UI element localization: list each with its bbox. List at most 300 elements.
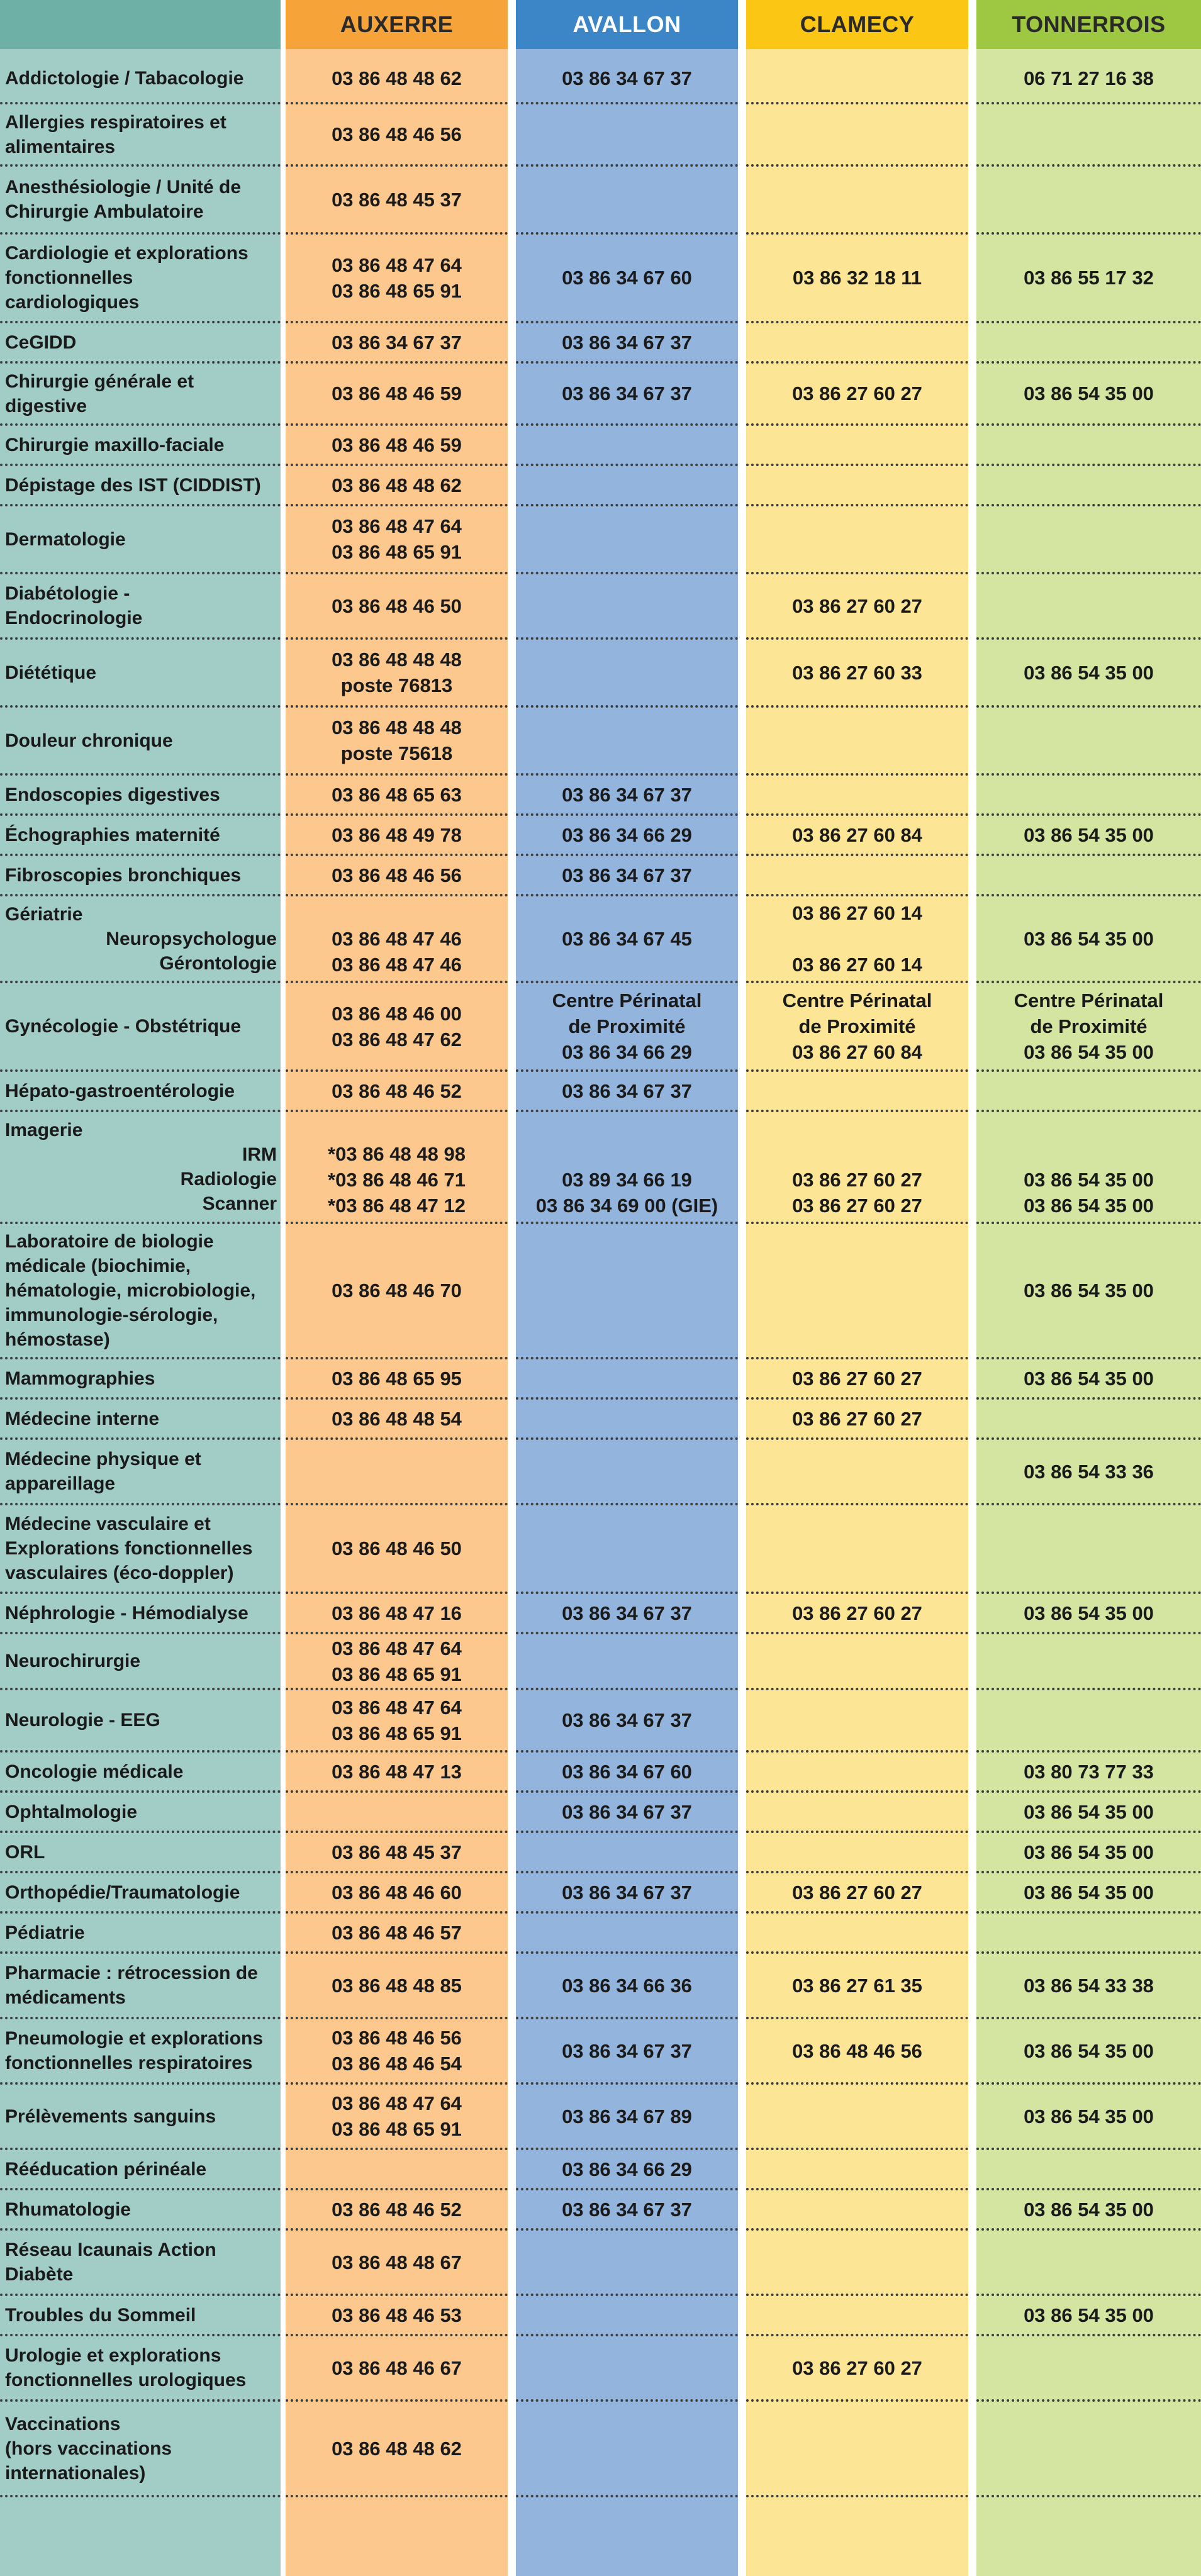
specialty-label: hémostase) (5, 1329, 110, 1350)
phone-number: 03 86 27 60 27 (792, 1602, 922, 1624)
column-gap (738, 1504, 746, 1593)
phone-number: 03 86 48 47 16 (332, 1602, 462, 1624)
column-gap (738, 1398, 746, 1439)
phone-number: 03 86 48 46 50 (332, 594, 462, 617)
phone-cell-tonnerrois (976, 165, 1201, 233)
phone-number: 03 86 54 35 00 (1024, 1800, 1154, 1823)
phone-number: 03 86 48 46 59 (332, 433, 462, 456)
phone-number: 03 86 48 48 85 (332, 1974, 462, 1997)
specialty-label: Prélèvements sanguins (5, 2105, 216, 2127)
specialty-cell (0, 1872, 281, 1912)
phone-number: 03 86 48 49 78 (332, 823, 462, 846)
phone-cell-tonnerrois (976, 1832, 1201, 1872)
column-gap (281, 1398, 286, 1439)
column-gap (508, 573, 516, 638)
specialty-label: immunologie-sérologie, (5, 1305, 218, 1325)
phone-number: 03 89 34 66 19 (562, 1169, 692, 1191)
column-gap (968, 103, 976, 165)
column-gap (968, 1223, 976, 1358)
column-gap (738, 982, 746, 1071)
phone-number: 03 86 34 67 37 (562, 2198, 692, 2221)
phone-cell-tonnerrois (976, 2018, 1201, 2083)
specialty-cell (0, 855, 281, 895)
phone-cell-avallon (516, 362, 738, 425)
phone-number: de Proximité (798, 1015, 916, 1037)
phone-number: 03 86 34 67 37 (562, 67, 692, 89)
table-row (0, 1872, 1201, 1912)
column-gap (738, 573, 746, 638)
column-gap (738, 505, 746, 573)
table-row (0, 855, 1201, 895)
phone-number: 03 86 54 35 00 (1024, 1602, 1154, 1624)
phone-cell-tonnerrois (976, 465, 1201, 505)
column-gap (508, 425, 516, 465)
specialty-sublabel: Radiologie (180, 1169, 277, 1190)
table-row (0, 2189, 1201, 2229)
specialty-cell (0, 2018, 281, 2083)
phone-cell-clamecy (746, 2018, 968, 2083)
specialty-label: fonctionnelles urologiques (5, 2370, 247, 2390)
column-gap (508, 1689, 516, 1751)
column-gap (968, 1872, 976, 1912)
phone-cell-auxerre (286, 2189, 508, 2229)
specialty-cell (0, 1953, 281, 2018)
phone-cell-avallon (516, 2335, 738, 2400)
phone-cell-clamecy (746, 165, 968, 233)
column-gap (508, 1792, 516, 1832)
phone-cell-clamecy (746, 2149, 968, 2189)
phone-cell-clamecy (746, 815, 968, 855)
column-gap (281, 322, 286, 362)
phone-cell-clamecy (746, 1751, 968, 1792)
specialty-cell (0, 165, 281, 233)
phone-number: 03 86 27 60 27 (792, 1407, 922, 1430)
specialty-label: Fibroscopies bronchiques (5, 864, 242, 886)
phone-cell-avallon (516, 1071, 738, 1111)
phone-cell-tonnerrois (976, 638, 1201, 706)
table-row (0, 1953, 1201, 2018)
table-row (0, 1751, 1201, 1792)
phone-cell-avallon (516, 1593, 738, 1633)
phone-cell-auxerre (286, 1832, 508, 1872)
column-gap (281, 2189, 286, 2229)
phone-number: 03 86 54 35 00 (1024, 927, 1154, 950)
column-gap (738, 2400, 746, 2496)
table-row (0, 2335, 1201, 2400)
phone-cell-avallon (516, 1689, 738, 1751)
phone-number: 03 86 48 48 48 (332, 649, 462, 671)
specialty-label: Neurochirurgie (5, 1651, 141, 1671)
column-gap (508, 638, 516, 706)
specialty-cell (0, 982, 281, 1071)
specialty-label: Urologie et explorations (5, 2345, 221, 2366)
specialty-cell (0, 54, 281, 103)
phone-cell-clamecy (746, 1071, 968, 1111)
phone-number: 03 86 48 47 46 (332, 953, 462, 976)
table-row (0, 2083, 1201, 2149)
column-gap (968, 2335, 976, 2400)
column-gap (281, 895, 286, 982)
table-row (0, 815, 1201, 855)
specialty-label: fonctionnelles respiratoires (5, 2053, 253, 2073)
phone-number: 03 86 34 67 37 (332, 331, 462, 354)
phone-number: 03 86 34 67 37 (562, 783, 692, 806)
column-gap (968, 54, 976, 103)
phone-cell-auxerre (286, 505, 508, 573)
phone-cell-avallon (516, 165, 738, 233)
phone-cell-auxerre (286, 2083, 508, 2149)
specialty-cell (0, 1223, 281, 1358)
phone-number: 03 86 48 65 63 (332, 783, 462, 806)
column-gap (508, 982, 516, 1071)
column-gap (508, 233, 516, 322)
phone-cell-tonnerrois (976, 1792, 1201, 1832)
phone-number: 03 86 48 48 67 (332, 2251, 462, 2273)
specialty-sublabel: IRM (242, 1144, 277, 1165)
phone-cell-tonnerrois (976, 1439, 1201, 1504)
column-gap (738, 1223, 746, 1358)
column-gap (968, 1358, 976, 1398)
specialty-label: Pneumologie et explorations (5, 2028, 264, 2049)
phone-number: 03 86 48 47 64 (332, 2092, 462, 2114)
column-gap (968, 2189, 976, 2229)
phone-number: 03 86 34 67 37 (562, 1709, 692, 1731)
header-auxerre: AUXERRE (286, 0, 508, 49)
column-gap (968, 1111, 976, 1223)
phone-number: 03 86 48 48 62 (332, 67, 462, 89)
specialty-cell (0, 2149, 281, 2189)
column-gap (508, 465, 516, 505)
column-gap (281, 1751, 286, 1792)
table-row (0, 1593, 1201, 1633)
specialty-sublabel: Gérontologie (159, 952, 277, 974)
phone-cell-tonnerrois (976, 2083, 1201, 2149)
specialty-label: Allergies respiratoires et (5, 111, 226, 133)
specialty-label: Anesthésiologie / Unité de (5, 177, 242, 198)
specialty-label: Diabète (5, 2264, 74, 2285)
column-gap (738, 638, 746, 706)
phone-number: 03 86 48 48 62 (332, 474, 462, 496)
phone-cell-auxerre (286, 1751, 508, 1792)
column-gap (281, 103, 286, 165)
phone-number: 03 86 34 67 37 (562, 331, 692, 354)
column-gap (968, 165, 976, 233)
phone-number: 06 71 27 16 38 (1024, 67, 1154, 89)
column-gap (508, 2295, 516, 2335)
table-row (0, 573, 1201, 638)
phone-cell-avallon (516, 1504, 738, 1593)
column-gap (968, 638, 976, 706)
phone-cell-clamecy (746, 1872, 968, 1912)
phone-cell-auxerre (286, 855, 508, 895)
phone-cell-clamecy (746, 895, 968, 982)
specialty-label: digestive (5, 395, 87, 416)
specialty-cell (0, 2335, 281, 2400)
specialty-cell (0, 1832, 281, 1872)
column-gap (281, 1832, 286, 1872)
table-row (0, 1633, 1201, 1689)
column-gap (738, 2189, 746, 2229)
column-gap (968, 706, 976, 774)
column-gap (508, 774, 516, 815)
phone-number: de Proximité (568, 1015, 686, 1037)
phone-number: 03 86 27 60 84 (792, 1041, 922, 1063)
phone-cell-tonnerrois (976, 2229, 1201, 2295)
specialty-label: internationales) (5, 2462, 146, 2484)
phone-cell-auxerre (286, 815, 508, 855)
phone-number: 03 86 48 65 91 (332, 541, 462, 563)
phone-number: 03 86 34 67 37 (562, 1602, 692, 1624)
column-gap (738, 465, 746, 505)
table-body (0, 54, 1201, 2496)
specialty-label: (hors vaccinations (5, 2438, 172, 2459)
phone-cell-auxerre (286, 1223, 508, 1358)
specialty-label: Douleur chronique (5, 730, 173, 751)
phone-cell-avallon (516, 465, 738, 505)
phone-cell-auxerre (286, 638, 508, 706)
phone-number: 03 86 48 47 46 (332, 927, 462, 950)
phone-cell-clamecy (746, 233, 968, 322)
column-gap (738, 1751, 746, 1792)
phone-cell-avallon (516, 638, 738, 706)
column-gap (508, 1504, 516, 1593)
phone-cell-clamecy (746, 2189, 968, 2229)
column-gap (508, 1439, 516, 1504)
phone-number: 03 86 48 48 62 (332, 2437, 462, 2460)
phone-number: 03 86 34 66 29 (562, 2158, 692, 2180)
phone-cell-avallon (516, 1832, 738, 1872)
phone-number: 03 86 34 67 37 (562, 864, 692, 886)
table-row (0, 638, 1201, 706)
column-gap (281, 54, 286, 103)
specialty-label: Néphrologie - Hémodialyse (5, 1602, 249, 1624)
phone-cell-clamecy (746, 505, 968, 573)
phone-number: 03 86 27 60 14 (792, 901, 922, 924)
phone-number: 03 86 48 46 70 (332, 1280, 462, 1302)
column-gap (508, 1593, 516, 1633)
phone-cell-clamecy (746, 1689, 968, 1751)
phone-number: 03 86 34 66 29 (562, 823, 692, 846)
phone-number: 03 86 54 35 00 (1024, 2198, 1154, 2221)
phone-number: 03 86 27 60 27 (792, 1169, 922, 1191)
phone-number (516, 1115, 738, 1141)
phone-number: *03 86 48 47 12 (328, 1195, 466, 1217)
column-gap (738, 1792, 746, 1832)
column-gap (508, 895, 516, 982)
column-gap (508, 1872, 516, 1912)
column-gap (738, 895, 746, 982)
phone-number: 03 86 54 35 00 (1024, 1367, 1154, 1390)
phone-number: 03 86 48 48 48 (332, 716, 462, 739)
phone-number: 03 86 48 45 37 (332, 1841, 462, 1863)
column-gap (281, 2083, 286, 2149)
phone-cell-tonnerrois (976, 1111, 1201, 1223)
column-gap (738, 1872, 746, 1912)
phone-cell-clamecy (746, 1912, 968, 1953)
column-gap (968, 425, 976, 465)
phone-cell-auxerre (286, 1689, 508, 1751)
header-avallon: AVALLON (516, 0, 738, 49)
column-gap (968, 2229, 976, 2295)
specialty-cell (0, 1398, 281, 1439)
column-gap (281, 165, 286, 233)
phone-number: 03 86 48 65 91 (332, 2118, 462, 2140)
specialty-label: alimentaires (5, 136, 116, 157)
specialty-label: Mammographies (5, 1368, 155, 1389)
phone-cell-clamecy (746, 1398, 968, 1439)
specialty-cell (0, 573, 281, 638)
phone-cell-avallon (516, 1953, 738, 2018)
phone-number: 03 86 34 67 37 (562, 382, 692, 404)
phone-number: 03 86 34 69 00 (GIE) (535, 1195, 718, 1217)
column-gap (738, 322, 746, 362)
table-row (0, 1358, 1201, 1398)
column-gap (738, 706, 746, 774)
phone-cell-avallon (516, 2400, 738, 2496)
table-row (0, 895, 1201, 982)
specialty-cell (0, 2229, 281, 2295)
column-gap (508, 54, 516, 103)
table-row (0, 1071, 1201, 1111)
specialty-label: Chirurgie maxillo-faciale (5, 434, 225, 455)
phone-number: 03 86 48 65 91 (332, 1722, 462, 1744)
phone-cell-clamecy (746, 1111, 968, 1223)
specialty-label: Dépistage des IST (CIDDIST) (5, 474, 261, 496)
phone-cell-tonnerrois (976, 2149, 1201, 2189)
table-row (0, 465, 1201, 505)
specialty-cell (0, 322, 281, 362)
phone-number: 03 86 54 35 00 (1024, 1169, 1154, 1191)
phone-cell-avallon (516, 1872, 738, 1912)
phone-number (746, 1115, 968, 1141)
specialty-cell (0, 1439, 281, 1504)
phone-cell-tonnerrois (976, 774, 1201, 815)
phone-cell-tonnerrois (976, 815, 1201, 855)
column-gap (281, 1504, 286, 1593)
specialty-cell (0, 895, 281, 982)
column-gap (281, 1872, 286, 1912)
phone-number: 03 86 48 46 56 (332, 2027, 462, 2049)
phone-cell-clamecy (746, 706, 968, 774)
column-gap (738, 1912, 746, 1953)
phone-number: 03 86 48 47 64 (332, 254, 462, 276)
specialty-label: Orthopédie/Traumatologie (5, 1882, 240, 1903)
column-gap (508, 1398, 516, 1439)
phone-cell-avallon (516, 1439, 738, 1504)
table-row (0, 165, 1201, 233)
phone-number: 03 86 48 65 91 (332, 279, 462, 302)
column-gap (968, 2149, 976, 2189)
phone-number: 03 86 54 33 36 (1024, 1460, 1154, 1483)
column-gap (738, 2083, 746, 2149)
phone-cell-tonnerrois (976, 103, 1201, 165)
column-gap (968, 774, 976, 815)
phone-number (976, 1115, 1201, 1141)
column-gap (968, 1689, 976, 1751)
phone-cell-clamecy (746, 322, 968, 362)
column-gap (508, 1111, 516, 1223)
phone-number: 03 86 48 45 37 (332, 188, 462, 211)
column-gap (281, 2149, 286, 2189)
specialty-cell (0, 2083, 281, 2149)
phone-cell-clamecy (746, 1504, 968, 1593)
phone-cell-avallon (516, 1912, 738, 1953)
phone-cell-avallon (516, 103, 738, 165)
column-gap (738, 54, 746, 103)
phone-number: poste 75618 (340, 742, 453, 764)
column-gap (968, 895, 976, 982)
specialty-label: Chirurgie Ambulatoire (5, 201, 204, 222)
phone-cell-clamecy (746, 425, 968, 465)
column-gap (281, 2295, 286, 2335)
column-gap (738, 103, 746, 165)
header-clamecy: CLAMECY (746, 0, 968, 49)
specialty-label: vasculaires (éco-doppler) (5, 1563, 234, 1583)
column-gap (508, 2189, 516, 2229)
specialty-label: Troubles du Sommeil (5, 2304, 196, 2326)
table-row (0, 233, 1201, 322)
phone-cell-avallon (516, 54, 738, 103)
phone-cell-auxerre (286, 1633, 508, 1689)
column-gap (281, 815, 286, 855)
column-gap (508, 1358, 516, 1398)
phone-cell-avallon (516, 1751, 738, 1792)
table-row (0, 505, 1201, 573)
specialty-label: Pédiatrie (5, 1922, 85, 1943)
column-gap (738, 1832, 746, 1872)
specialty-cell (0, 1504, 281, 1593)
phone-cell-clamecy (746, 1792, 968, 1832)
column-gap (281, 1358, 286, 1398)
column-gap (968, 2400, 976, 2496)
specialty-cell (0, 1633, 281, 1689)
column-gap (508, 1912, 516, 1953)
phone-cell-auxerre (286, 2295, 508, 2335)
column-gap (968, 573, 976, 638)
phone-number: 03 86 54 35 00 (1024, 661, 1154, 684)
specialty-label: Rééducation périnéale (5, 2158, 207, 2180)
column-gap (508, 2083, 516, 2149)
phone-cell-auxerre (286, 2149, 508, 2189)
phone-cell-tonnerrois (976, 1593, 1201, 1633)
column-gap (281, 1633, 286, 1689)
phone-cell-auxerre (286, 165, 508, 233)
specialty-label: médicaments (5, 1987, 126, 2008)
phone-cell-auxerre (286, 362, 508, 425)
column-gap (968, 1792, 976, 1832)
phone-cell-avallon (516, 1111, 738, 1223)
specialty-label: Endoscopies digestives (5, 784, 220, 805)
column-gap (508, 505, 516, 573)
phone-number: Centre Périnatal (782, 990, 932, 1012)
table-row (0, 425, 1201, 465)
column-gap (968, 1398, 976, 1439)
column-gap (281, 362, 286, 425)
phone-cell-clamecy (746, 2335, 968, 2400)
phone-cell-clamecy (746, 1593, 968, 1633)
phone-cell-auxerre (286, 1953, 508, 2018)
phone-cell-tonnerrois (976, 362, 1201, 425)
column-gap (508, 322, 516, 362)
phone-number: 03 86 54 33 38 (1024, 1974, 1154, 1997)
phone-cell-tonnerrois (976, 2295, 1201, 2335)
phone-cell-avallon (516, 2295, 738, 2335)
specialty-cell (0, 505, 281, 573)
phone-number (286, 1115, 508, 1141)
column-gap (508, 362, 516, 425)
column-gap (508, 815, 516, 855)
phone-number: 03 86 27 60 33 (792, 661, 922, 684)
